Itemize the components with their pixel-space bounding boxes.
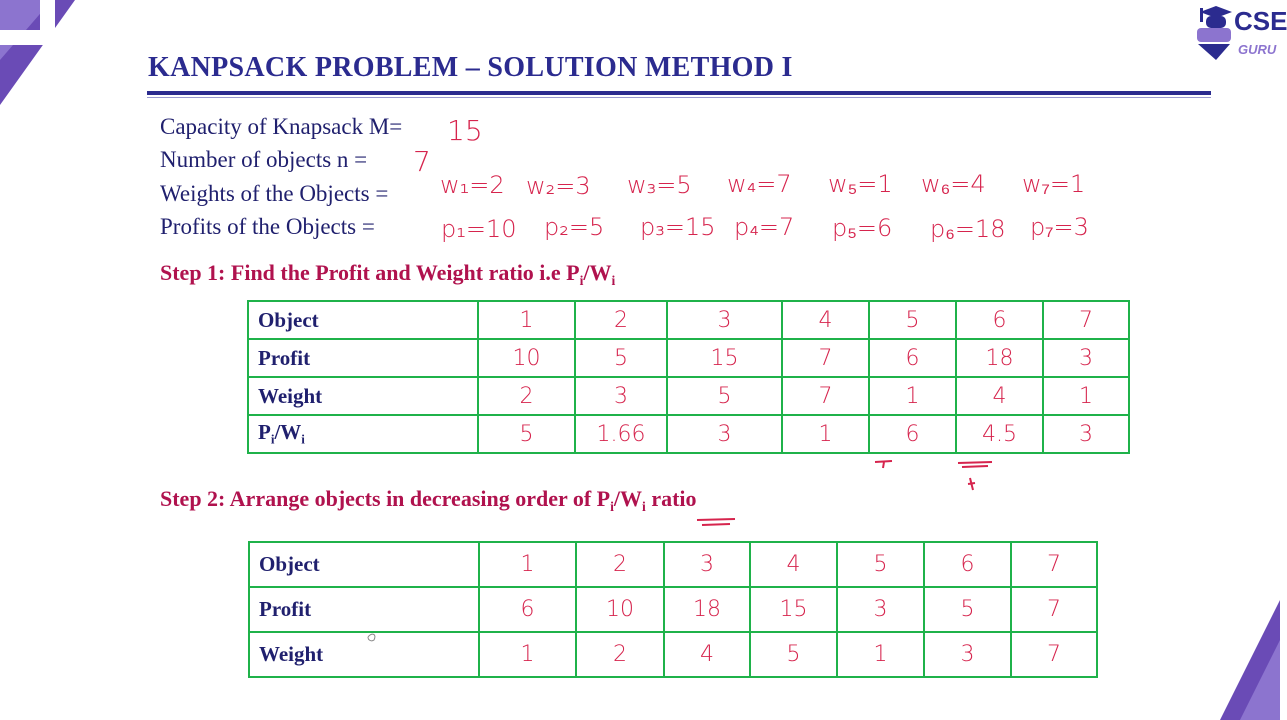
cell: 5	[667, 377, 782, 415]
cell: 7	[1011, 587, 1097, 632]
cell: 7	[782, 339, 869, 377]
header-weight: Weight	[248, 377, 478, 415]
cell: 10	[478, 339, 575, 377]
cell: 1	[479, 542, 576, 587]
capacity-label: Capacity of Knapsack M=	[160, 114, 403, 139]
cell: 15	[667, 339, 782, 377]
cell: 7	[782, 377, 869, 415]
profit-p4: p₄=7	[734, 213, 795, 241]
cell: 5	[575, 339, 667, 377]
cell: 5	[750, 632, 837, 677]
step1-heading: Step 1: Find the Profit and Weight ratio i.e $P_i/W_i$	[160, 260, 616, 288]
cell: 2	[575, 301, 667, 339]
cell: 7	[1011, 632, 1097, 677]
cell: 1.66	[575, 415, 667, 453]
cell: 18	[664, 587, 750, 632]
weight-w4: w₄=7	[727, 170, 792, 198]
header-weight: Weight	[249, 632, 479, 677]
table-row-profit	[249, 587, 1097, 632]
cell: 4.5	[956, 415, 1043, 453]
cell: 2	[576, 632, 664, 677]
sorted-table	[248, 541, 1098, 678]
weight-w6: w₆=4	[921, 170, 986, 198]
profit-p2: p₂=5	[544, 213, 605, 241]
cell: 1	[1043, 377, 1129, 415]
profit-p1: p₁=10	[441, 215, 517, 243]
profit-p7: p₇=3	[1030, 213, 1089, 241]
weight-w5: w₅=1	[828, 170, 893, 198]
cell: 6	[869, 415, 956, 453]
cell: 10	[576, 587, 664, 632]
cell: 3	[667, 301, 782, 339]
cell: 2	[576, 542, 664, 587]
weight-w1: w₁=2	[440, 171, 505, 199]
objects-label: Number of objects n =	[160, 147, 368, 172]
cell: 4	[782, 301, 869, 339]
logo-text-cse: CSE	[1234, 6, 1287, 36]
weights-label: Weights of the Objects =	[160, 181, 389, 206]
cell: 7	[1011, 542, 1097, 587]
cell: 1	[782, 415, 869, 453]
profits-label: Profits of the Objects =	[160, 214, 375, 239]
cell: 1	[478, 301, 575, 339]
cell: 1	[869, 377, 956, 415]
header-ratio: $P_i/W_i$	[248, 415, 478, 453]
profit-p3: p₃=15	[640, 213, 716, 241]
profit-p6: p₆=18	[930, 215, 1006, 243]
header-profit: Profit	[249, 587, 479, 632]
slide-title: KANPSACK PROBLEM – SOLUTION METHOD I	[148, 52, 793, 83]
cell: 3	[1043, 339, 1129, 377]
cell: 4	[664, 632, 750, 677]
cell: 15	[750, 587, 837, 632]
cell: 4	[750, 542, 837, 587]
weight-w2: w₂=3	[526, 172, 591, 200]
cell: 5	[924, 587, 1011, 632]
table-row-weight	[249, 632, 1097, 677]
cell: 3	[1043, 415, 1129, 453]
objects-value: 7	[413, 145, 431, 178]
cell: 6	[956, 301, 1043, 339]
profit-p5: p₅=6	[832, 214, 893, 242]
header-object: Object	[248, 301, 478, 339]
cell: 5	[837, 542, 924, 587]
cell: 1	[479, 632, 576, 677]
capacity-value: 15	[447, 114, 483, 147]
cell: 3	[924, 632, 1011, 677]
cell: 3	[575, 377, 667, 415]
cell: 1	[837, 632, 924, 677]
table-row-object	[249, 542, 1097, 587]
cell: 18	[956, 339, 1043, 377]
cell: 3	[667, 415, 782, 453]
cell: 7	[1043, 301, 1129, 339]
cell: 6	[869, 339, 956, 377]
header-profit: Profit	[248, 339, 478, 377]
cell: 3	[837, 587, 924, 632]
step2-heading: Step 2: Arrange objects in decreasing order of $P_i/W_i$ ratio	[160, 486, 697, 514]
cell: 2	[478, 377, 575, 415]
cell: 6	[479, 587, 576, 632]
weight-w7: w₇=1	[1022, 170, 1086, 198]
cell: 3	[664, 542, 750, 587]
cell: 5	[869, 301, 956, 339]
weight-w3: w₃=5	[627, 171, 692, 199]
cell: 5	[478, 415, 575, 453]
cell: 4	[956, 377, 1043, 415]
header-object: Object	[249, 542, 479, 587]
cell: 6	[924, 542, 1011, 587]
logo-text-guru: GURU	[1238, 42, 1277, 57]
